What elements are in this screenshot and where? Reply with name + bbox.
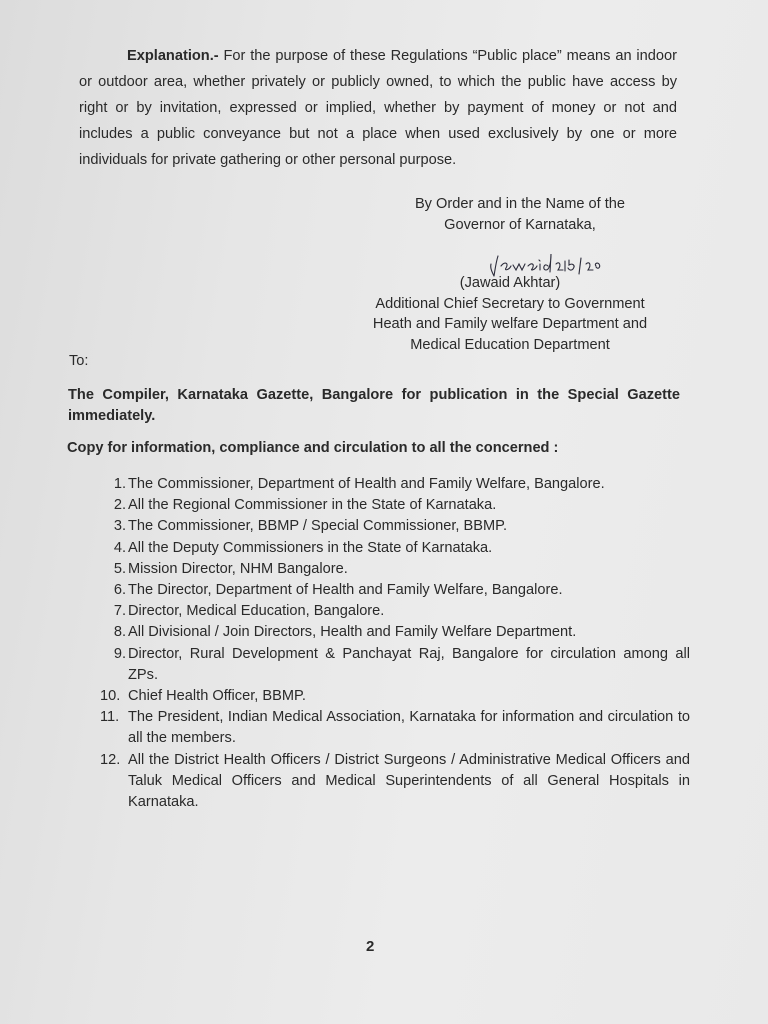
order-line-1: By Order and in the Name of the bbox=[414, 196, 626, 212]
list-item-number: 6. bbox=[113, 582, 126, 599]
order-line-2: Governor of Karnataka, bbox=[444, 217, 596, 233]
list-item-number: 7. bbox=[113, 603, 126, 620]
signatory-designation-1: Additional Chief Secretary to Government bbox=[375, 295, 645, 312]
list-item-number: 11. bbox=[100, 709, 120, 726]
explanation-text: For the purpose of these Regulations “Public place” means an indoor or outdoor area, whether privately or publicly owned, to which the public have access by right or by invitation, expressed or implied, whether by payment of money or not and includes a public conveyance but not a place when used exclusively by one or more individuals for private gathering or other personal purpose. bbox=[79, 48, 677, 168]
list-item bbox=[100, 707, 690, 749]
explanation-heading: Explanation.- bbox=[127, 48, 219, 64]
list-item-number: 9. bbox=[113, 645, 126, 662]
list-item bbox=[100, 750, 690, 814]
list-item bbox=[100, 580, 690, 601]
list-item-number: 3. bbox=[113, 518, 126, 535]
list-item-text: Mission Director, NHM Bangalore. bbox=[128, 560, 348, 577]
list-item-text: All the Deputy Commissioners in the State of Karnataka. bbox=[128, 539, 493, 556]
list-item-text: The Commissioner, BBMP / Special Commissioner, BBMP. bbox=[128, 518, 508, 535]
page-number: 2 bbox=[366, 938, 375, 955]
list-item bbox=[100, 516, 690, 537]
list-item-text: The Director, Department of Health and Family Welfare, Bangalore. bbox=[128, 582, 563, 599]
list-item-number: 12. bbox=[100, 751, 121, 768]
list-item bbox=[100, 538, 690, 559]
list-item bbox=[100, 495, 690, 516]
list-item-text: The President, Indian Medical Association, Karnataka for information and circulation to all the members. bbox=[128, 709, 690, 747]
list-item-number: 8. bbox=[113, 624, 126, 641]
list-item-number: 4. bbox=[113, 539, 126, 556]
list-item-text: All Divisional / Join Directors, Health and Family Welfare Department. bbox=[128, 624, 577, 641]
copy-heading: Copy for information, compliance and circulation to all the concerned : bbox=[67, 440, 559, 456]
list-item-text: All the District Health Officers / District Surgeons / Administrative Medical Officers and Taluk Medical Officers and Medical Superintendents of all General Hospitals in Karnataka. bbox=[128, 751, 690, 811]
list-item-number: 2. bbox=[113, 497, 126, 514]
compiler-address: The Compiler, Karnataka Gazette, Bangalore for publication in the Special Gazette immediately. bbox=[68, 387, 680, 424]
list-item-text: Chief Health Officer, BBMP. bbox=[128, 688, 306, 705]
list-item bbox=[100, 686, 690, 707]
list-item-number: 5. bbox=[113, 560, 126, 577]
list-item-text: Director, Rural Development & Panchayat Raj, Bangalore for circulation among all ZPs. bbox=[128, 645, 690, 683]
list-item bbox=[100, 644, 690, 686]
copy-list bbox=[100, 474, 690, 813]
list-item bbox=[100, 559, 690, 580]
list-item bbox=[100, 622, 690, 643]
order-block bbox=[380, 194, 660, 236]
list-item bbox=[100, 601, 690, 622]
list-item bbox=[100, 474, 690, 495]
list-item-text: All the Regional Commissioner in the State of Karnataka. bbox=[128, 497, 497, 514]
signatory-block bbox=[350, 273, 670, 355]
explanation-paragraph bbox=[79, 43, 677, 173]
signatory-name: (Jawaid Akhtar) bbox=[459, 275, 561, 291]
signatory-designation-2: Heath and Family welfare Department and bbox=[372, 316, 648, 332]
to-label: To: bbox=[69, 353, 89, 369]
list-item-number: 10. bbox=[100, 688, 121, 705]
list-item-text: The Commissioner, Department of Health and Family Welfare, Bangalore. bbox=[128, 476, 605, 492]
list-item-number: 1. bbox=[113, 476, 126, 492]
list-item-text: Director, Medical Education, Bangalore. bbox=[128, 603, 385, 620]
signatory-designation-3: Medical Education Department bbox=[410, 336, 610, 353]
